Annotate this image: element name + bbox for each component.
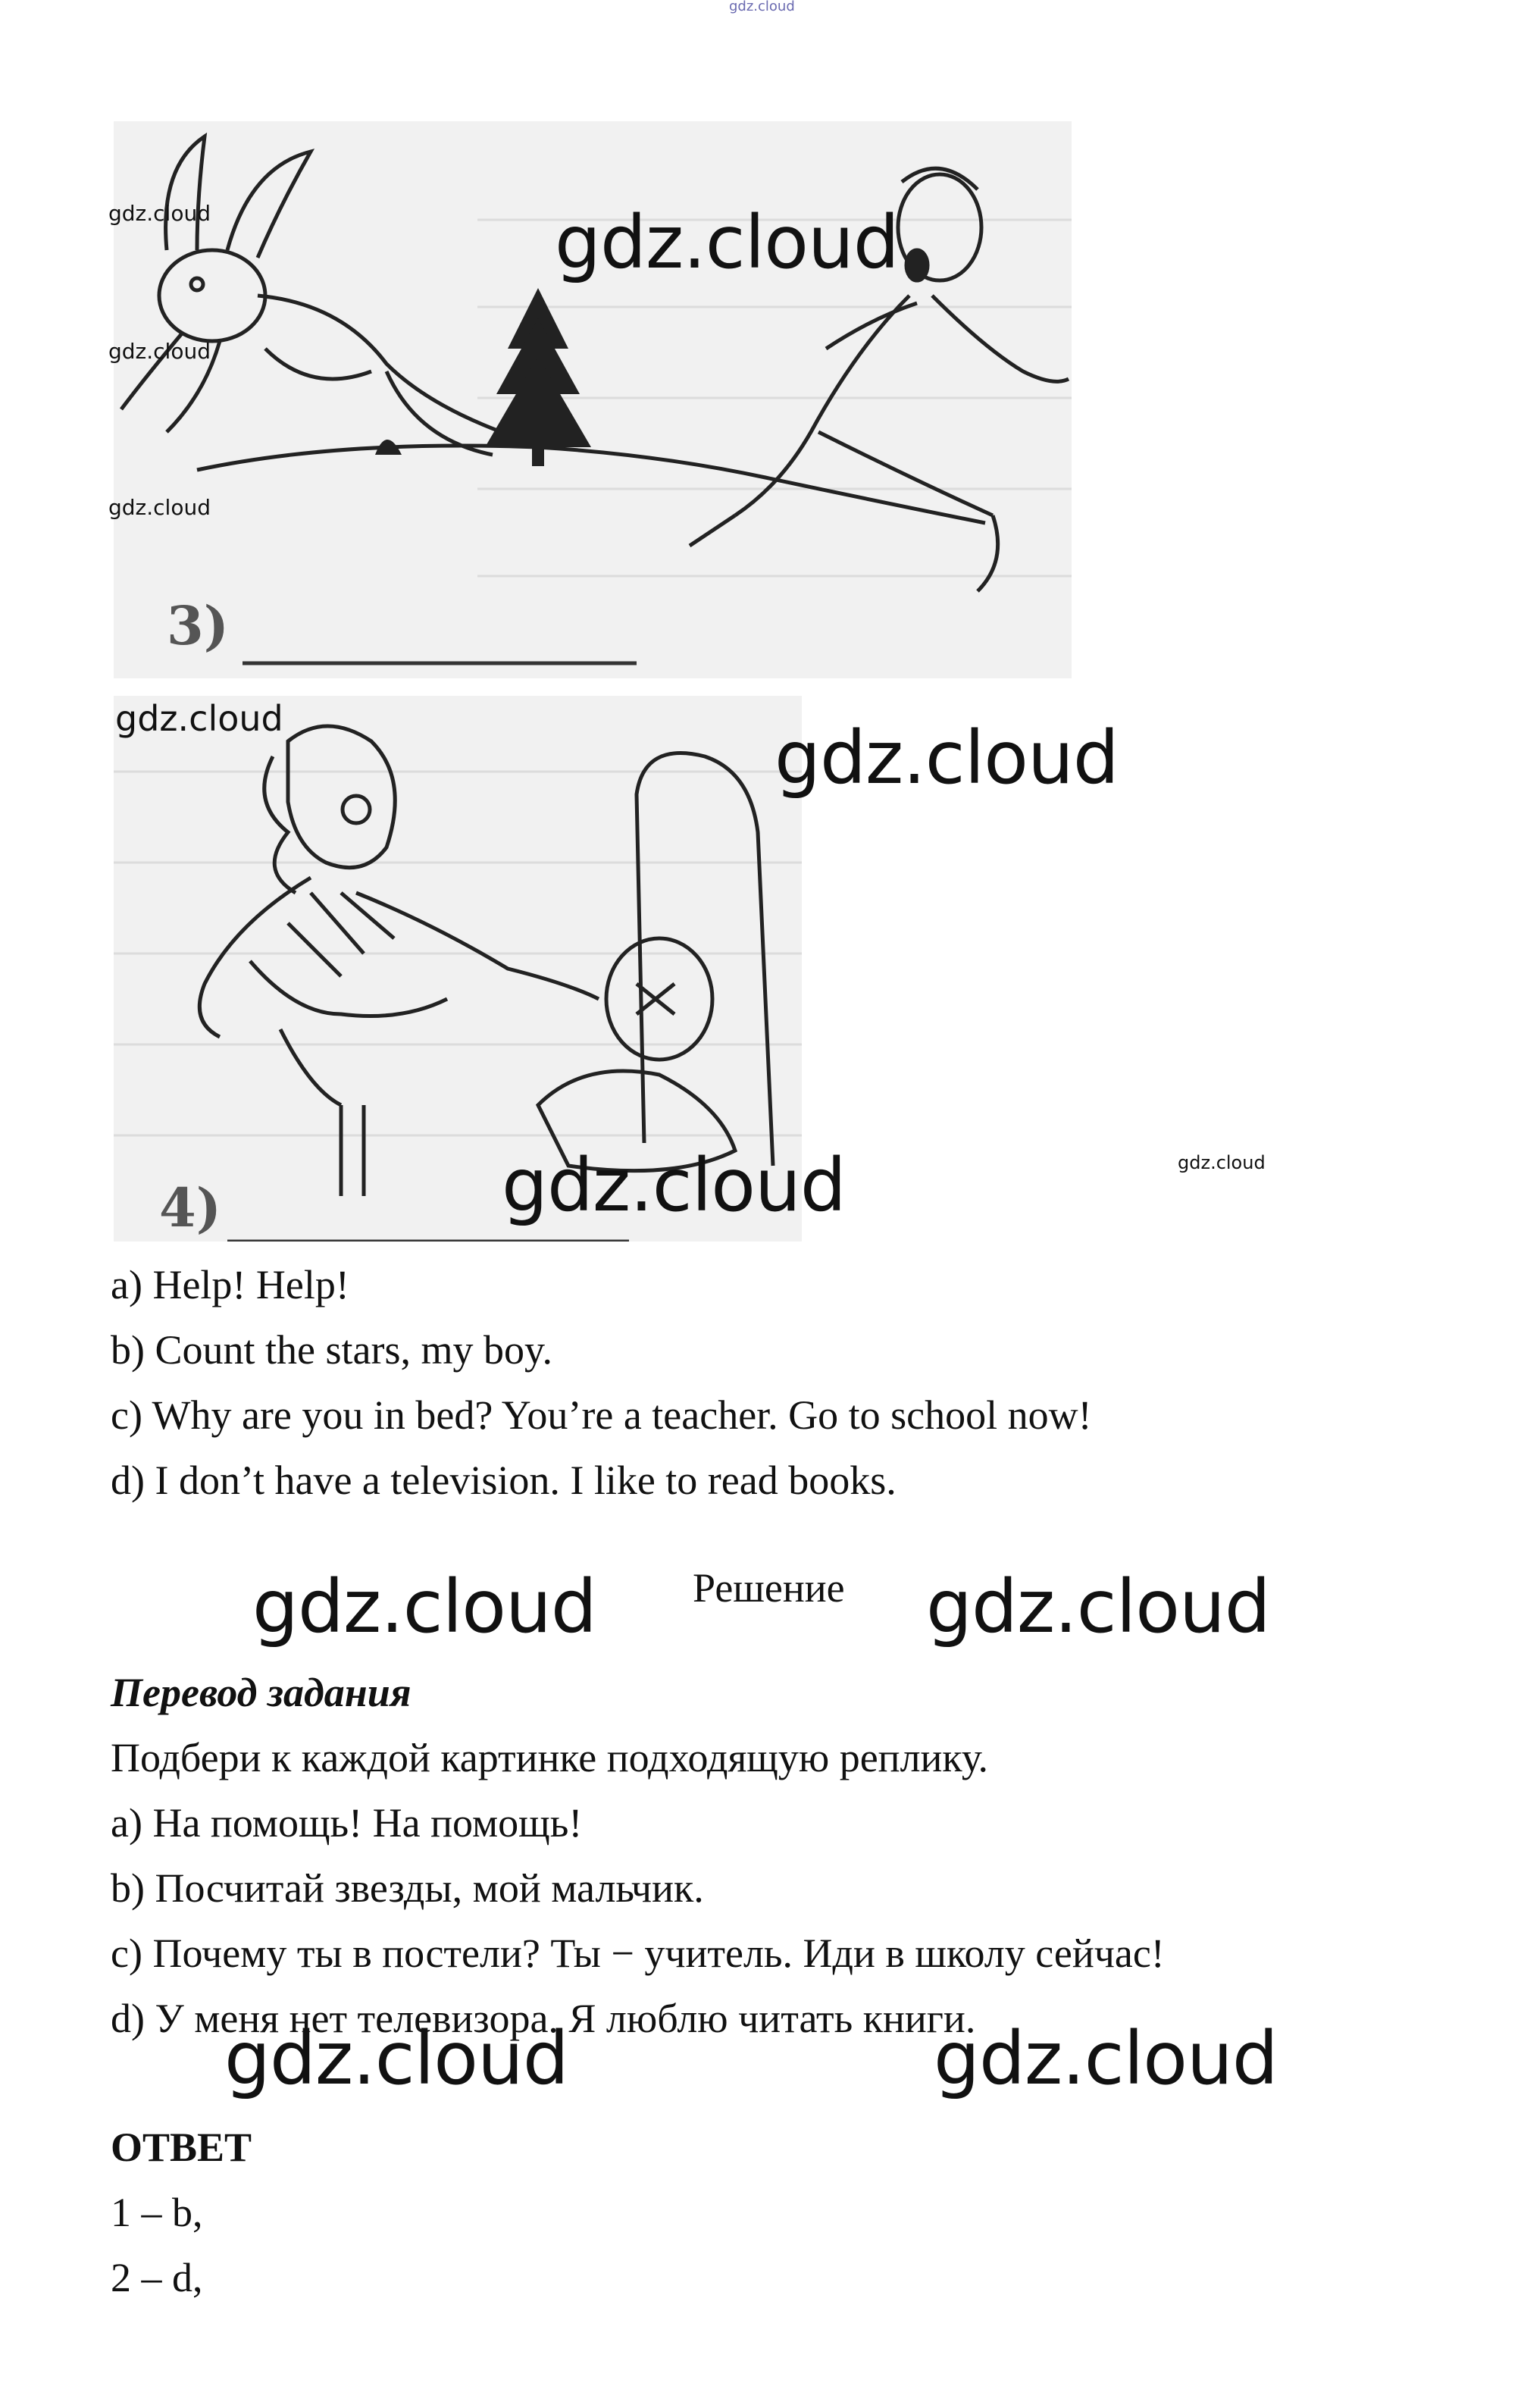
answer-1: 1 – b, — [111, 2190, 203, 2235]
option-b: b) Count the stars, my boy. — [111, 1327, 552, 1373]
watermark-small-3: gdz.cloud — [108, 495, 211, 520]
watermark-small-2: gdz.cloud — [108, 339, 211, 364]
translation-item-b: b) Посчитай звезды, мой мальчик. — [111, 1865, 704, 1911]
answer-title: ОТВЕТ — [111, 2125, 252, 2170]
picture-4-number: 4) — [159, 1176, 221, 1239]
picture-3-number: 3) — [167, 594, 229, 657]
translation-intro: Подбери к каждой картинке подходящую реплику. — [111, 1735, 988, 1780]
option-a: a) Help! Help! — [111, 1262, 349, 1307]
translation-item-a: а) На помощь! На помощь! — [111, 1800, 583, 1846]
watermark-large-6: gdz.cloud — [224, 2016, 568, 2101]
watermark-large-4: gdz.cloud — [252, 1564, 596, 1649]
watermark-large-7: gdz.cloud — [934, 2016, 1278, 2101]
solution-heading: Решение — [693, 1565, 845, 1611]
watermark-large-1: gdz.cloud — [555, 200, 899, 285]
option-c: c) Why are you in bed? You’re a teacher. Go to school now! — [111, 1392, 1092, 1438]
watermark-medium-1: gdz.cloud — [115, 698, 283, 739]
option-d: d) I don’t have a television. I like to read books. — [111, 1458, 897, 1503]
answer-2: 2 – d, — [111, 2255, 203, 2300]
translation-item-d: d) У меня нет телевизора. Я люблю читать книги. — [111, 1996, 976, 2041]
translation-item-c: c) Почему ты в постели? Ты − учитель. Иди в школу сейчас! — [111, 1930, 1165, 1976]
watermark-top: gdz.cloud — [729, 0, 795, 14]
watermark-small-1: gdz.cloud — [108, 201, 211, 226]
watermark-large-3: gdz.cloud — [502, 1143, 846, 1228]
watermark-large-2: gdz.cloud — [775, 716, 1119, 800]
translation-title: Перевод задания — [111, 1670, 412, 1715]
watermark-small-4: gdz.cloud — [1178, 1152, 1266, 1173]
watermark-large-5: gdz.cloud — [926, 1564, 1270, 1649]
